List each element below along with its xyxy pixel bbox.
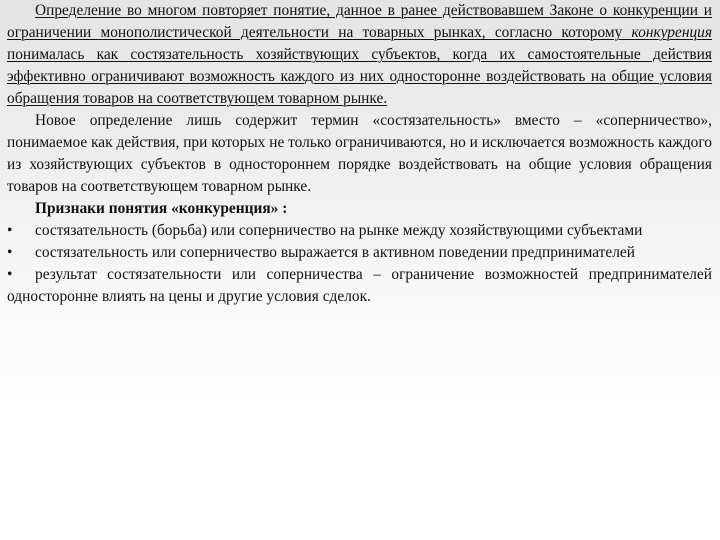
bullet-item-2: [7, 242, 712, 264]
paragraph1-term-konkurentsiya: конкуренция: [631, 24, 712, 41]
bullet-item-3: [7, 264, 712, 308]
bullet-item-1-text: состязательность (борьба) или соперничество на рынке между хозяйствующими субъектами: [35, 222, 643, 239]
bullet-item-1: [7, 220, 712, 242]
features-heading: Признаки понятия «конкуренция» :: [35, 200, 288, 217]
document-body: [7, 0, 712, 308]
bullet-icon: •: [7, 222, 13, 239]
bullet-icon: •: [7, 244, 13, 261]
paragraph-new-definition: Новое определение лишь содержит термин «состязательность» вместо – «соперничество», понимаемое как действия, при которых не только ограничиваются, но и исключается возможность каждого из хозяйствующих субъектов в одностороннем порядке воздействовать на общие условия обращения товаров на соответствующем товарном рынке.: [7, 112, 712, 195]
paragraph-definition-history: [7, 0, 712, 110]
paragraph1-text-before: Определение во многом повторяет понятие, данное в ранее действовавшем Законе о конкуренции и ограничении монополистической деятельности на товарных рынках, согласно которому: [7, 2, 712, 41]
bullet-icon: •: [7, 266, 13, 283]
paragraph1-text-after: понималась как состязательность хозяйствующих субъектов, когда их самостоятельные действия эффективно ограничивают возможность каждого из них односторонне воздействовать на общие условия обращения товаров на соответствующем товарном рынке.: [7, 46, 712, 107]
bullet-item-3-text: результат состязательности или соперничества – ограничение возможностей предпринимателей односторонне влиять на цены и другие условия сделок.: [7, 266, 712, 305]
bullet-item-2-text: состязательность или соперничество выражается в активном поведении предпринимателей: [35, 244, 635, 261]
